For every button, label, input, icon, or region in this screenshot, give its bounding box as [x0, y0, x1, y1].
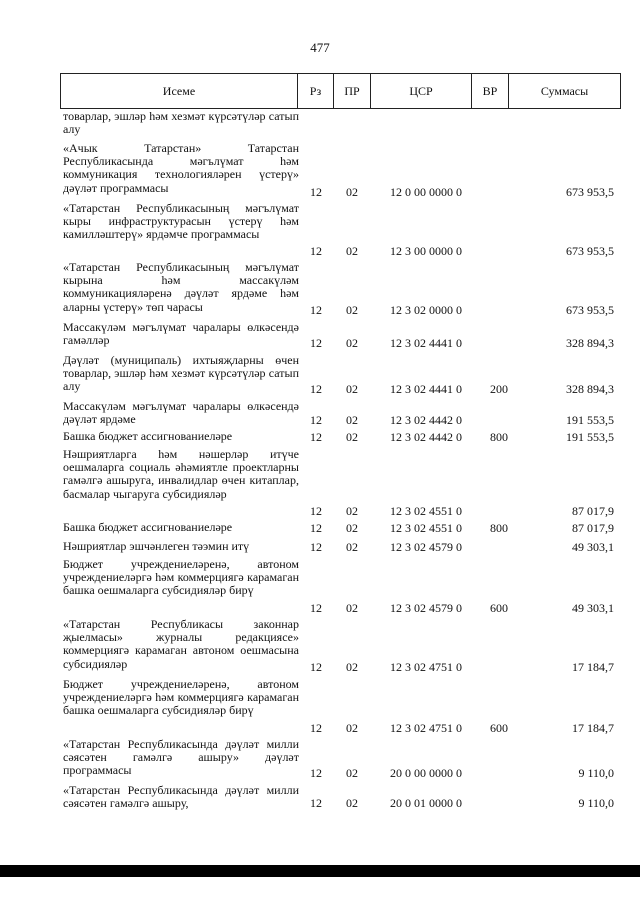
row-sum: 49 303,1	[572, 601, 614, 615]
row-pr: 02	[346, 244, 358, 258]
row-name: Массакүләм мәгълүмат чаралары өлкәсендә дәүләт ярдәме	[63, 399, 299, 427]
row-rz: 12	[310, 721, 322, 735]
row-vr: 800	[490, 521, 508, 535]
row-csr: 12 3 02 4751 0	[390, 660, 462, 674]
row-rz: 12	[310, 796, 322, 810]
row-pr: 02	[346, 601, 358, 615]
row-vr: 600	[490, 721, 508, 735]
row-vr: 800	[490, 430, 508, 444]
table-row	[60, 521, 620, 535]
row-sum: 9 110,0	[578, 796, 614, 810]
row-rz: 12	[310, 413, 322, 427]
header-top-border	[60, 73, 621, 74]
row-rz: 12	[310, 336, 322, 350]
row-csr: 12 3 02 4579 0	[390, 601, 462, 615]
header-name: Исеме	[162, 84, 196, 98]
table-row	[60, 738, 620, 780]
row-sum: 673 953,5	[566, 185, 614, 199]
table-row	[60, 618, 620, 674]
row-name: Бюджет учреждениеләренә, автоном учреждениеләргә һәм коммерциягә карамаган башка оешмаларга субсидияләр бирү	[63, 677, 299, 718]
row-rz: 12	[310, 601, 322, 615]
row-csr: 12 3 02 4442 0	[390, 430, 462, 444]
row-pr: 02	[346, 185, 358, 199]
row-rz: 12	[310, 766, 322, 780]
row-sum: 9 110,0	[578, 766, 614, 780]
table-row	[60, 678, 620, 735]
row-name: «Татарстан Республикасында дәүләт милли сәясәтен гамәлгә ашыру» дәүләт программасы	[63, 737, 299, 778]
row-sum: 191 553,5	[566, 430, 614, 444]
table-row	[60, 540, 620, 554]
row-pr: 02	[346, 660, 358, 674]
row-name: «Татарстан Республикасы законнар җыелмасы» журналы редакциясе» коммерциягә карамаган автоном оешмасына субсидияләр	[63, 617, 299, 671]
row-pr: 02	[346, 521, 358, 535]
row-csr: 12 3 02 4551 0	[390, 521, 462, 535]
table-row	[60, 558, 620, 615]
table-row	[60, 261, 620, 317]
header-csr: ЦСР	[409, 84, 433, 98]
row-rz: 12	[310, 185, 322, 199]
row-rz: 12	[310, 660, 322, 674]
table-row	[60, 400, 620, 427]
scan-edge-bar	[0, 865, 640, 877]
row-pr: 02	[346, 721, 358, 735]
row-rz: 12	[310, 382, 322, 396]
row-sum: 87 017,9	[572, 521, 614, 535]
row-csr: 12 3 02 4579 0	[390, 540, 462, 554]
table-row	[60, 448, 620, 518]
row-sum: 328 894,3	[566, 336, 614, 350]
row-csr: 20 0 00 0000 0	[390, 766, 462, 780]
row-sum: 17 184,7	[572, 660, 614, 674]
table-row	[60, 110, 620, 138]
row-csr: 12 3 02 4551 0	[390, 504, 462, 518]
row-vr: 600	[490, 601, 508, 615]
right-border	[620, 73, 621, 109]
row-pr: 02	[346, 430, 358, 444]
row-csr: 12 3 02 4441 0	[390, 336, 462, 350]
row-rz: 12	[310, 540, 322, 554]
row-pr: 02	[346, 504, 358, 518]
row-name: «Ачык Татарстан» Татарстан Республикасында мәгълүмат һәм коммуникация технологияләрен үстерү» дәүләт программасы	[63, 141, 299, 195]
row-name: Башка бюджет ассигнованиеләре	[63, 429, 233, 443]
row-csr: 12 0 00 0000 0	[390, 185, 462, 199]
row-name: Бюджет учреждениеләренә, автоном учреждениеләргә һәм коммерциягә карамаган башка оешмаларга субсидияләр бирү	[63, 557, 299, 598]
row-name: «Татарстан Республикасында дәүләт милли сәясәтен гамәлгә ашыру,	[63, 783, 299, 811]
row-csr: 12 3 02 4441 0	[390, 382, 462, 396]
row-csr: 12 3 02 4442 0	[390, 413, 462, 427]
row-rz: 12	[310, 303, 322, 317]
row-name: товарлар, эшләр һәм хезмәт күрсәтүләр сатып алу	[63, 109, 299, 137]
row-sum: 49 303,1	[572, 540, 614, 554]
table-row	[60, 142, 620, 199]
row-name: Нәшриятлар эшчәнлеген тәэмин итү	[63, 539, 250, 553]
row-sum: 17 184,7	[572, 721, 614, 735]
row-name: Массакүләм мәгълүмат чаралары өлкәсендә гамәлләр	[63, 320, 299, 348]
row-sum: 673 953,5	[566, 244, 614, 258]
table-row	[60, 202, 620, 258]
row-csr: 12 3 00 0000 0	[390, 244, 462, 258]
row-pr: 02	[346, 796, 358, 810]
row-csr: 12 3 02 4751 0	[390, 721, 462, 735]
table-row	[60, 354, 620, 396]
page-number: 477	[310, 40, 330, 55]
row-vr: 200	[490, 382, 508, 396]
header-rz: Рз	[309, 84, 322, 98]
row-pr: 02	[346, 382, 358, 396]
row-sum: 328 894,3	[566, 382, 614, 396]
row-name: Дәүләт (муниципаль) ихтыяҗларны өчен товарлар, эшләр һәм хезмәт күрсәтүләр сатып алу	[63, 353, 299, 394]
row-name: «Татарстан Республикасының мәгълүмат кырына һәм массакүләм коммуникацияләренә дәүләт ярдәме һәм аларны үстерү» төп чарасы	[63, 260, 299, 314]
row-rz: 12	[310, 430, 322, 444]
row-name: «Татарстан Республикасының мәгълүмат кыры инфраструктурасын үстерү һәм камилләштерү» ярдәмче программасы	[63, 201, 299, 242]
row-sum: 87 017,9	[572, 504, 614, 518]
table-row	[60, 321, 620, 350]
row-pr: 02	[346, 303, 358, 317]
row-pr: 02	[346, 766, 358, 780]
header-pr: ПР	[344, 84, 360, 98]
row-rz: 12	[310, 504, 322, 518]
row-csr: 20 0 01 0000 0	[390, 796, 462, 810]
header-sum: Суммасы	[540, 84, 589, 98]
row-sum: 191 553,5	[566, 413, 614, 427]
table-row	[60, 784, 620, 810]
header-vr: ВР	[482, 84, 498, 98]
row-rz: 12	[310, 521, 322, 535]
row-pr: 02	[346, 336, 358, 350]
row-pr: 02	[346, 413, 358, 427]
row-csr: 12 3 02 0000 0	[390, 303, 462, 317]
row-pr: 02	[346, 540, 358, 554]
row-name: Нәшриятларга һәм нәшерләр итүче оешмаларга социаль әһәмиятле проектларны гамәлгә ашыруга, инвалидлар өчен китаплар, басмалар чыгаруга субсидияләр	[63, 447, 299, 501]
row-sum: 673 953,5	[566, 303, 614, 317]
row-name: Башка бюджет ассигнованиеләре	[63, 520, 233, 534]
table-row	[60, 430, 620, 444]
row-rz: 12	[310, 244, 322, 258]
